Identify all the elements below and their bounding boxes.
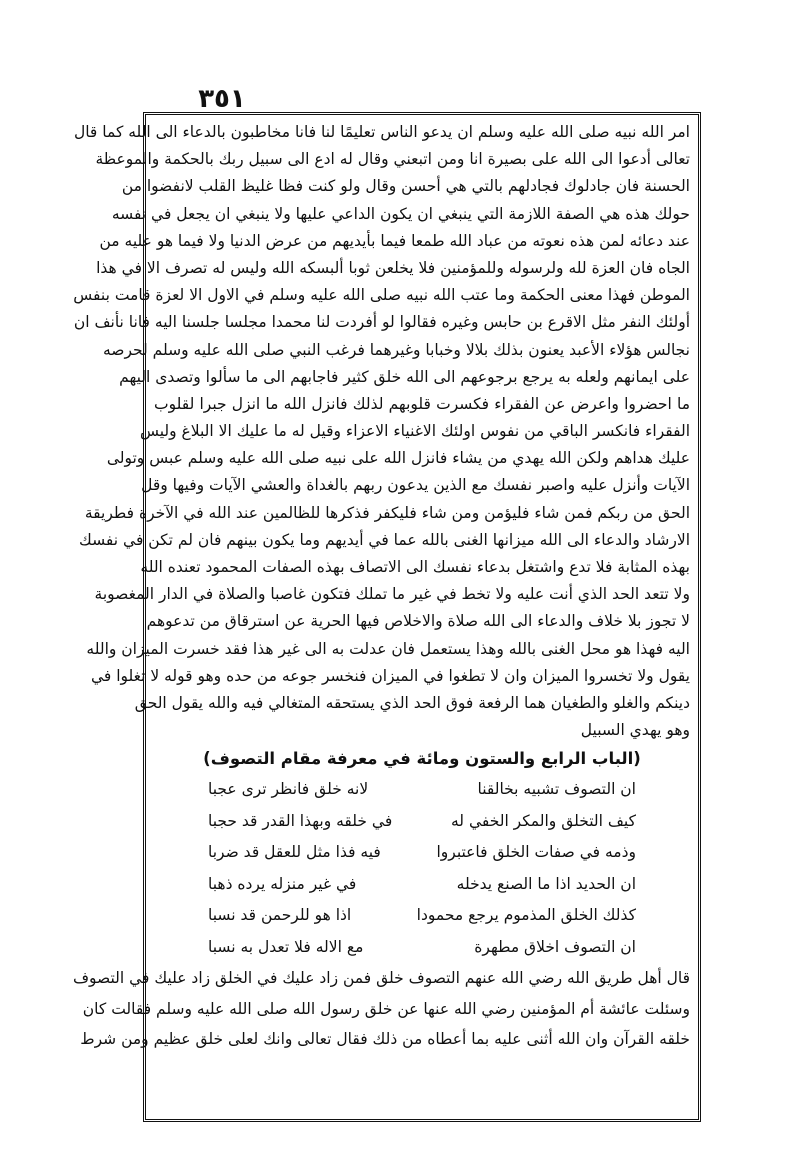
text-line: خلقه القرآن وان الله أثنى عليه بما أعطاه من ذلك فقال تعالى وانك لعلى خلق عظيم ومن شرط xyxy=(80,1030,690,1049)
text-line: الآيات وأنزل عليه واصبر نفسك مع الذين يدعون ربهم بالغداة والعشي الآيات وفيها وقل xyxy=(141,476,690,495)
page-body xyxy=(72,119,690,1115)
text-line: ما احضروا واعرض عن الفقراء فكسرت قلوبهم لذلك فانزل الله ما انزل جبرا لقلوب xyxy=(154,394,690,413)
text-line: امر الله نبيه صلى الله عليه وسلم ان يدعو الناس تعليمًا لنا فانا مخاطبون بالدعاء الى الله كما قال xyxy=(73,123,690,141)
verse-line xyxy=(154,869,690,901)
text-line: على ايمانهم ولعله به يرجع برجوعهم الى الله خلق كثير فاجابهم الى ما سألوا وتصدى اليهم xyxy=(119,367,690,386)
text-line: الحسنة فان جادلوك فجادلهم بالتي هي أحسن وقال ولو كنت فظا غليظ القلب لانفضوا من xyxy=(121,177,690,196)
verse-second-hemistich: فيه فذا مثل للعقل قد ضربا xyxy=(208,843,381,862)
text-line: عليك هداهم ولكن الله يهدي من يشاء فانزل الله على نبيه صلى الله عليه وسلم عبس وتولى xyxy=(106,449,690,468)
chapter-heading: (الباب الرابع والستون ومائة في معرفة مقام التصوف) xyxy=(203,749,641,769)
verse-second-hemistich: مع الاله فلا تعدل به نسبا xyxy=(208,937,364,956)
text-line: الفقراء فانكسر الباقي من نفوس اولئك الاغنياء الاعزاء وقيل له ما عليك الا البلاغ وليس xyxy=(139,422,690,441)
text-line: ولا تتعد الحد الذي أنت عليه ولا تخط في غير ما تملك فتكون غاصبا والصلاة في الدار المغصوبة xyxy=(94,585,690,604)
text-line: الحق من ربكم فمن شاء فليؤمن ومن شاء فليكفر فذكرها للظالمين عند الله في الآخرة فطريقة xyxy=(84,503,690,522)
closing-paragraph xyxy=(72,963,690,1055)
text-line: الارشاد والدعاء الى الله ميزانها الغنى بالله عما في أيديهم وما يكون بينهم فان لم تكن في نفسك xyxy=(79,530,690,549)
text-line: قال أهل طريق الله رضي الله عنهم التصوف خلق فمن زاد عليك في الخلق زاد عليك في التصوف xyxy=(72,969,690,988)
text-line: لا تجوز بلا خلاف والدعاء الى الله صلاة والاخلاص فيها الحرية عن استرقاق من تدعوهم xyxy=(146,612,690,631)
verse-first-hemistich: ان الحديد اذا ما الصنع يدخله xyxy=(456,874,636,893)
page-number: ٣٥١ xyxy=(198,84,246,114)
text-line: نجالس هؤلاء الأعبد يعنون بذلك بلالا وخبابا وغيرهما فرغب النبي صلى الله عليه وسلم لحرصه xyxy=(102,340,690,359)
text-line: يقول ولا تخسروا الميزان وان لا تطغوا في الميزان فنخسر جوعه من حده وهو قوله لا تغلوا في xyxy=(90,666,690,685)
text-line: الموطن فهذا معنى الحكمة وما عتب الله نبيه صلى الله عليه وسلم في الاول الا لعزة قامت بنفس xyxy=(73,286,690,305)
verse-second-hemistich: اذا هو للرحمن قد نسبا xyxy=(208,906,352,925)
text-line: عند دعائه لمن هذه نعوته من عباد الله طمعا فيما بأيديهم من عرض الدنيا ولا فيما هو عليه من xyxy=(99,231,690,250)
poem xyxy=(154,774,690,963)
verse-first-hemistich: ان التصوف اخلاق مطهرة xyxy=(474,937,636,956)
verse-second-hemistich: لانه خلق فانظر ترى عجبا xyxy=(208,780,369,799)
text-line: الجاه فان العزة لله ولرسوله وللمؤمنين فلا يخلعن ثوبا ألبسكه الله وليس له تصرف الا في هذا xyxy=(96,258,690,277)
verse-first-hemistich: كيف التخلق والمكر الخفي له xyxy=(451,811,636,830)
text-line: تعالى أدعوا الى الله على بصيرة انا ومن اتبعني وقال له ادع الى سبيل ربك بالحكمة والموعظة xyxy=(95,150,690,169)
text-line: بهذه المثابة فلا تدع واشتغل بدعاء نفسك الى الاتصاف بهذه الصفات المحمود تعنده الله xyxy=(140,558,690,576)
text-frame xyxy=(72,112,701,1122)
verse-line xyxy=(154,774,690,806)
text-line: أولئك النفر مثل الاقرع بن حابس وغيره فقالوا لو أفردت لنا محمدا مجلسا جلسنا اليه فانا نأنف ان xyxy=(73,313,690,332)
verse-first-hemistich: ان التصوف تشبيه بخالقنا xyxy=(477,780,636,799)
body-paragraph xyxy=(73,119,690,744)
verse-line xyxy=(154,900,690,932)
verse-line xyxy=(154,837,690,869)
verse-line xyxy=(154,932,690,964)
text-line: اليه فهذا هو محل الغنى بالله وهذا يستعمل فان عدلت به الى غير هذا فقد خسرت الميزان والله xyxy=(86,639,690,658)
text-line: وسئلت عائشة أم المؤمنين رضي الله عنها عن خلق رسول الله صلى الله عليه وسلم فقالت كان xyxy=(82,999,690,1018)
text-line: حولك هذه هي الصفة اللازمة التي ينبغي ان يكون الداعي عليها ولا ينبغي ان يجعل في نفسه xyxy=(111,204,690,223)
text-line: وهو يهدي السبيل xyxy=(580,721,690,740)
text-line: دينكم والغلو والطغيان هما الرفعة فوق الحد الذي يستحقه المتغالي فيه والله يقول الحق xyxy=(134,693,690,712)
verse-first-hemistich: كذلك الخلق المذموم يرجع محمودا xyxy=(416,906,636,925)
verse-second-hemistich: في غير منزله يرده ذهبا xyxy=(208,874,357,893)
verse-line xyxy=(154,806,690,838)
verse-second-hemistich: في خلقه وبهذا القدر قد حجبا xyxy=(208,811,393,830)
verse-first-hemistich: وذمه في صفات الخلق فاعتبروا xyxy=(436,843,636,862)
